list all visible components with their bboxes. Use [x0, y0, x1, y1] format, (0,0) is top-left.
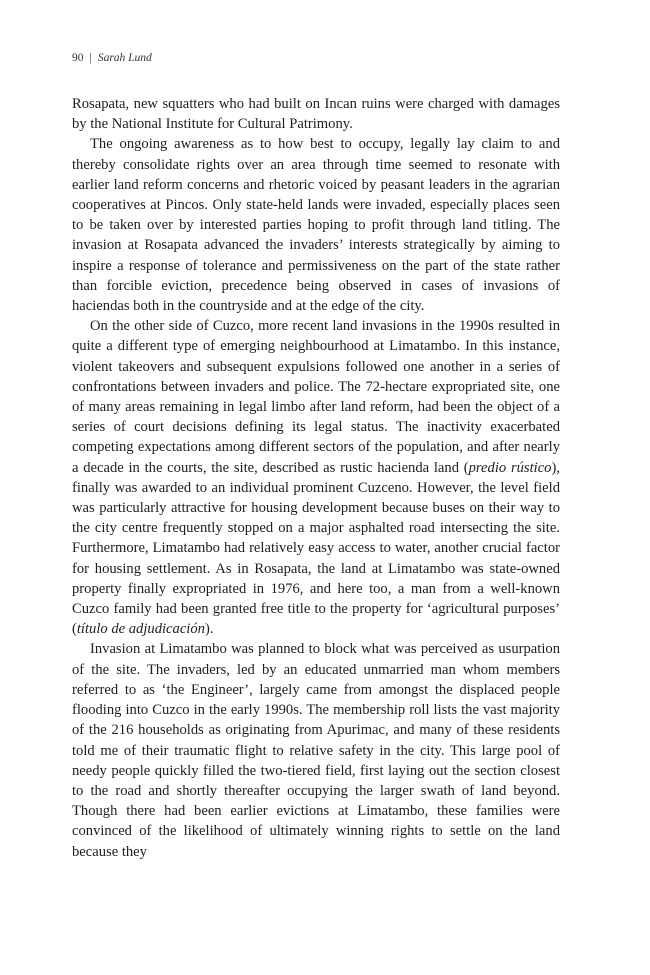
paragraph	[72, 134, 560, 316]
body-text	[72, 94, 560, 862]
paragraph	[72, 94, 560, 134]
text-run: On the other side of Cuzco, more recent land invasions in the 1990s resulted in quite a different type of emerging neighbourhood at Limatambo. In this instance, violent takeovers and subsequent expulsions followed one another in a series of confrontations between invaders and police. The 72-hectare expropriated site, one of many areas remaining in legal limbo after land reform, had been the object of a series of court decisions defining its legal status. The inactivity exacerbated competing expectations among different sectors of the population, and after nearly a decade in the courts, the site, described as rustic hacienda land (	[72, 318, 560, 476]
running-head	[72, 50, 560, 66]
text-run: ).	[204, 621, 214, 638]
text-run: The ongoing awareness as to how best to occupy, legally lay claim to and thereby consolidate rights over an area through time seemed to resonate with earlier land reform concerns and rhetoric voiced by peasant leaders in the agrarian cooperatives at Pincos. Only state-held lands were invaded, especially places seen to be taken over by interested parties hoping to profit through land titling. The invasion at Rosapata advanced the invaders’ interests strategically by aiming to inspire a response of tolerance and permissiveness on the part of the state rather than forcible eviction, precedence being observed in cases of invasions of haciendas both in the countryside and at the edge of the city.	[72, 136, 560, 315]
text-run: ), finally was awarded to an individual prominent Cuzceno. However, the level field was particularly attractive for housing development because buses on their way to the city centre frequently stopped on a major asphalted road intersecting the site. Furthermore, Limatambo had relatively easy access to water, another crucial factor for housing settlement. As in Rosapata, the land at Limatambo was state-owned property finally expropriated in 1976, and here too, a man from a well-known Cuzco family had been granted free title to the property for ‘agricultural purposes’ (	[72, 459, 560, 638]
paragraph	[72, 639, 560, 861]
header-separator: |	[89, 52, 92, 64]
text-run: Invasion at Limatambo was planned to block what was perceived as usurpation of the site. The invaders, led by an educated unmarried man whom members referred to as ‘the Engineer’, largely came from amongst the displaced people flooding into Cuzco in the early 1990s. The membership roll lists the vast majority of the 216 households as originating from Apurimac, and many of these residents told me of their traumatic flight to relative safety in the city. This large pool of needy people quickly filled the two-tiered field, first laying out the section closest to the road and shortly thereafter occupying the larger swath of land beyond. Though there had been earlier evictions at Limatambo, these families were convinced of the likelihood of ultimately winning rights to settle on the land because they	[72, 641, 560, 860]
page-number: 90	[72, 52, 84, 64]
italic-term: predio rústico	[468, 459, 552, 476]
book-page	[72, 50, 560, 862]
italic-term: título de adjudicación	[76, 621, 205, 638]
author-name: Sarah Lund	[97, 52, 152, 64]
text-run: Rosapata, new squatters who had built on Incan ruins were charged with damages by the National Institute for Cultural Patrimony.	[72, 96, 560, 133]
paragraph	[72, 316, 560, 639]
